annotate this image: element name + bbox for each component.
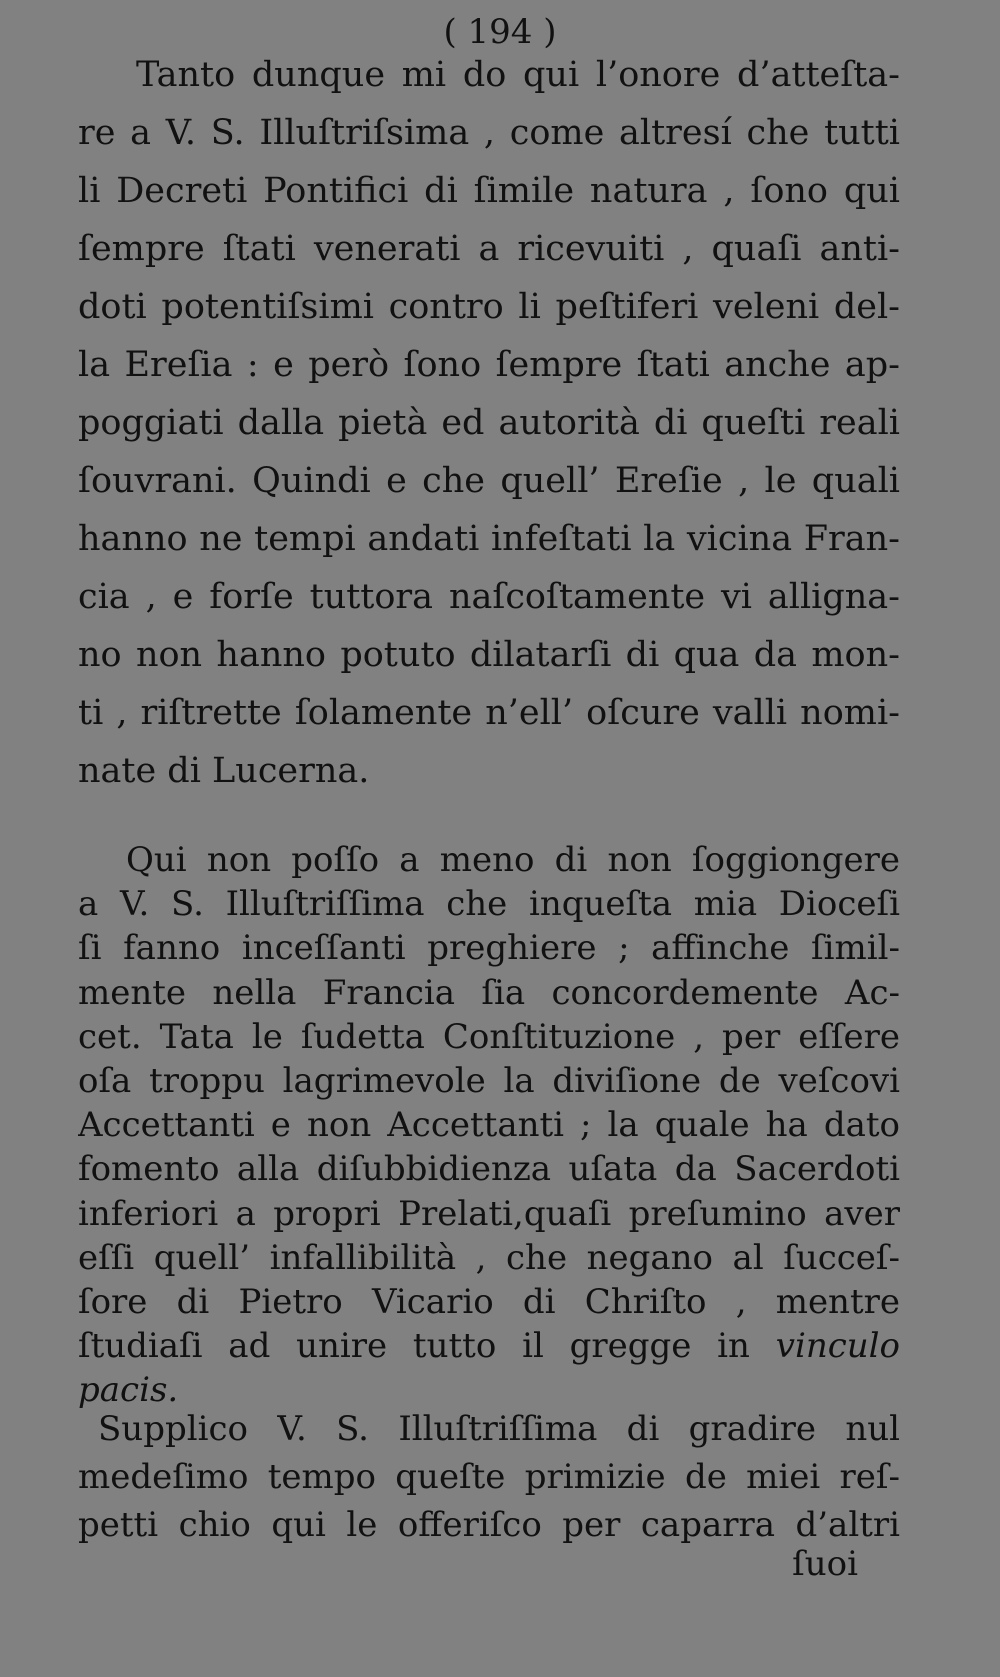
italic-word: vinculo <box>775 1326 900 1367</box>
text-line: Accettanti e non Accettanti ; la quale ha dato <box>78 1105 900 1146</box>
text-line: doti potentiſsimi contro li peſtiferi veleni del- <box>78 287 900 327</box>
text-line: medeſimo tempo queſte primizie de miei reſ- <box>78 1457 900 1497</box>
text-line-with-italic <box>78 1324 900 1368</box>
text-line: petti chio qui le offeriſco per caparra d’altri <box>78 1505 900 1545</box>
text-line: Qui non poſſo a meno di non ſoggiongere <box>126 840 900 880</box>
text-line: a V. S. Illuſtriſſima che inqueſta mia Dioceſi <box>78 884 900 925</box>
page-number: ( 194 ) <box>443 12 557 52</box>
text-line: eſſi quell’ infallibilità , che negano al ſucceſ- <box>78 1237 900 1278</box>
text-segment: ſtudiaſi ad unire tutto il gregge in <box>78 1326 750 1367</box>
catchword: ſuoi <box>792 1544 858 1584</box>
text-line: inferiori a propri Prelati,quaſi preſumino aver <box>78 1193 900 1234</box>
text-line: fomento alla diſubbidienza uſata da Sacerdoti <box>78 1149 900 1190</box>
text-line: ſi fanno inceſſanti preghiere ; affinche ſimil- <box>78 928 900 969</box>
text-line: nate di Lucerna. <box>78 751 370 791</box>
text-line: cia , e forſe tuttora naſcoſtamente vi allignа- <box>78 577 900 617</box>
text-line: pacis. <box>78 1370 179 1411</box>
text-line: hanno ne tempi andati infeſtati la vicina Fran- <box>78 519 900 559</box>
paragraph-3 <box>78 1405 900 1549</box>
paragraph-2 <box>78 838 900 1412</box>
text-line: ſouvrani. Quindi e che quell’ Ereſie , le quali <box>78 461 900 501</box>
text-line: Supplico V. S. Illuſtriſſima di gradire nul <box>98 1409 900 1449</box>
text-line: re a V. S. Illuſtriſsima , come altresí che tutti <box>78 113 900 153</box>
text-line: ti , riſtrette ſolamente n’ell’ oſcure valli nomi- <box>78 693 900 733</box>
text-line: ſempre ſtati venerati a ricevuiti , quaſi anti- <box>78 229 900 269</box>
text-line: la Ereſia : e però ſono ſempre ſtati anche ap- <box>78 345 900 385</box>
text-line: li Decreti Pontifici di ſimile natura , ſono qui <box>78 171 900 211</box>
text-line: poggiati dalla pietà ed autorità di queſti reali <box>78 403 900 443</box>
text-line: mente nella Francia ſia concordemente Ac- <box>78 972 900 1013</box>
text-line: oſa troppu lagrimevole la diviſione de veſcovi <box>78 1060 900 1101</box>
text-line: no non hanno potuto dilatarſi di qua da mon- <box>78 635 900 675</box>
text-line: Tanto dunque mi do qui l’onore d’atteſta- <box>136 55 900 95</box>
text-line: ſore di Pietro Vicario di Chriſto , mentre <box>78 1281 900 1322</box>
paragraph-1 <box>78 46 900 800</box>
text-line: cet. Tata le ſudetta Conſtituzione , per eſſere <box>78 1016 900 1057</box>
